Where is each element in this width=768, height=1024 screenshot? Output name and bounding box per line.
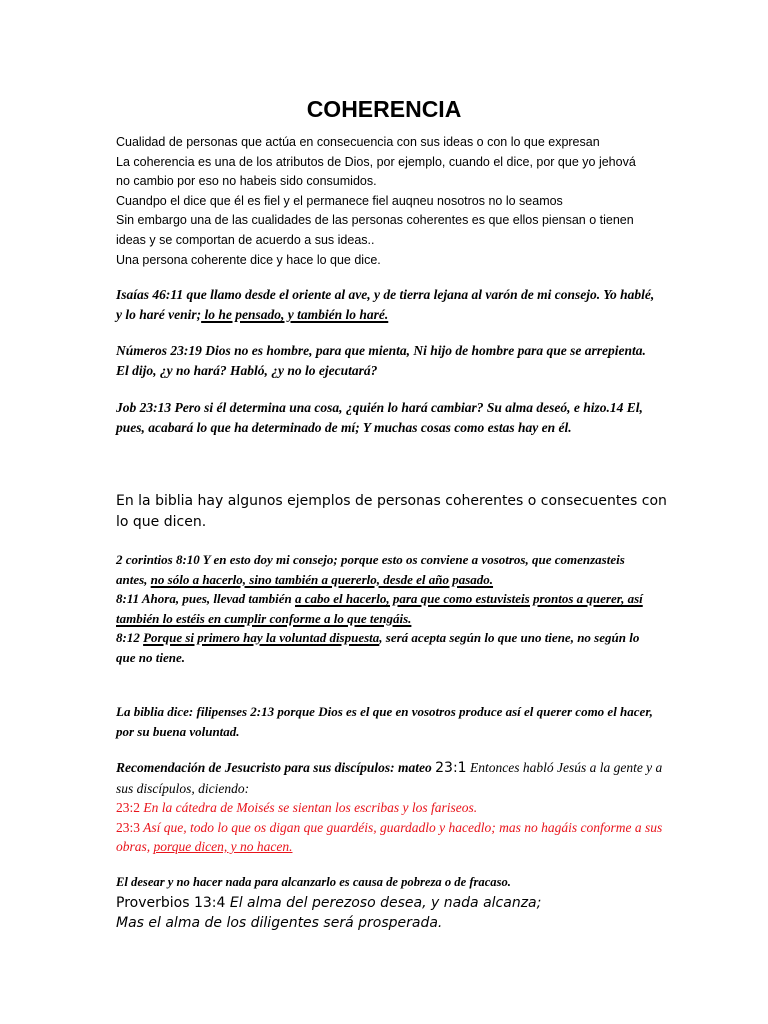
intro-line: ideas y se comportan de acuerdo a sus ideas.. [116,232,375,247]
job-verse: Job 23:13 Pero si él determina una cosa, ¿quién lo hará cambiar? Su alma deseó, e hizo.14 El, pues, acabará lo que ha determinado de mí; Y muchas cosas como estas hay en él. [116,400,643,435]
corintios-verses [116,550,656,667]
v3-text: Así que, todo lo que os digan que guardéis, guardadlo y hacedlo; mas no hagáis conforme a sus obras, [116,819,663,854]
intro-line: Cualidad de personas que actúa en consecuencia con sus ideas o con lo que expresan [116,135,600,149]
proverbios-line2: Mas el alma de los diligentes será prosperada. [116,915,443,931]
v3-underlined: porque dicen, y no hacen. [153,839,293,854]
intro-line: La coherencia es una de los atributos de Dios, por ejemplo, cuando el dice, por que yo jehová [116,154,636,169]
recomendacion-ref: 23:1 [435,760,467,776]
corintios-v11: 8:11 Ahora, pues, llevad también [116,591,295,606]
recomendacion-v1 [116,758,676,798]
page-title: COHERENCIA [306,96,462,122]
corintios-v12: 8:12 [116,630,144,645]
numeros-verse: Números 23:19 Dios no es hombre, para que mienta, Ni hijo de hombre para que se arrepienta. El dijo, ¿y no hará? Habló, ¿y no lo ejecutará? [116,343,646,378]
corintios-v11-underlined: a cabo el hacerlo, para que como estuvisteis prontos a querer, así también lo estéis en cumplir conforme a lo que tengáis. [116,591,643,626]
intro-line: Sin embargo una de las cualidades de las personas coherentes es que ellos piensan o tienen [116,213,634,228]
recomendacion-block [116,758,676,857]
biblia-intro: En la biblia hay algunos ejemplos de personas coherentes o consecuentes con lo que dicen. [116,493,667,530]
v2-text: En la cátedra de Moisés se sientan los escribas y los fariseos. [140,800,478,815]
isaias-underlined: lo he pensado, y también lo haré. [201,307,389,322]
proverbios-line1 [116,893,676,913]
recomendacion-lead: Recomendación de Jesucristo para sus discípulos: mateo [116,760,436,775]
filipenses-verse: La biblia dice: filipenses 2:13 porque Dios es el que en vosotros produce así el querer como el hacer, por su buena voluntad. [116,704,653,739]
recomendacion-v1-text: Entonces habló Jesús a la gente y a sus discípulos, diciendo: [116,760,663,796]
v2-number: 23:2 [116,800,141,815]
intro-line: Una persona coherente dice y hace lo que dice. [116,252,381,267]
proverbios-block [116,893,676,933]
intro-paragraph [116,133,676,270]
corintios-v12-underlined: Porque si primero hay la voluntad dispuesta [143,630,380,645]
corintios-v12-rest: , será acepta según lo que uno tiene, no según lo que no tiene. [116,630,640,665]
desear-statement: El desear y no hacer nada para alcanzarlo es causa de pobreza o de fracaso. [116,875,511,889]
proverbios-text1: El alma del perezoso desea, y nada alcanza; [229,895,542,911]
corintios-v10-underlined: no sólo a hacerlo, sino también a quererlo, desde el año pasado. [150,571,494,587]
intro-line: no cambio por eso no habeis sido consumidos. [116,174,377,189]
isaias-text: Isaías 46:11 que llamo desde el oriente al ave, y de tierra lejana al varón de mi consejo. Yo hablé, y lo haré venir; [116,287,655,322]
recomendacion-v3 [116,818,676,857]
intro-line: Cuandpo el dice que él es fiel y el permanece fiel auqneu nosotros no lo seamos [116,193,563,208]
isaias-verse [116,285,656,325]
proverbios-ref: Proverbios 13:4 [116,895,230,911]
corintios-v10: 2 corintios 8:10 Y en esto doy mi consejo; porque esto os conviene a vosotros, que comenzasteis antes, [116,552,625,587]
recomendacion-v2 [116,798,676,818]
v3-number: 23:3 [116,819,141,835]
